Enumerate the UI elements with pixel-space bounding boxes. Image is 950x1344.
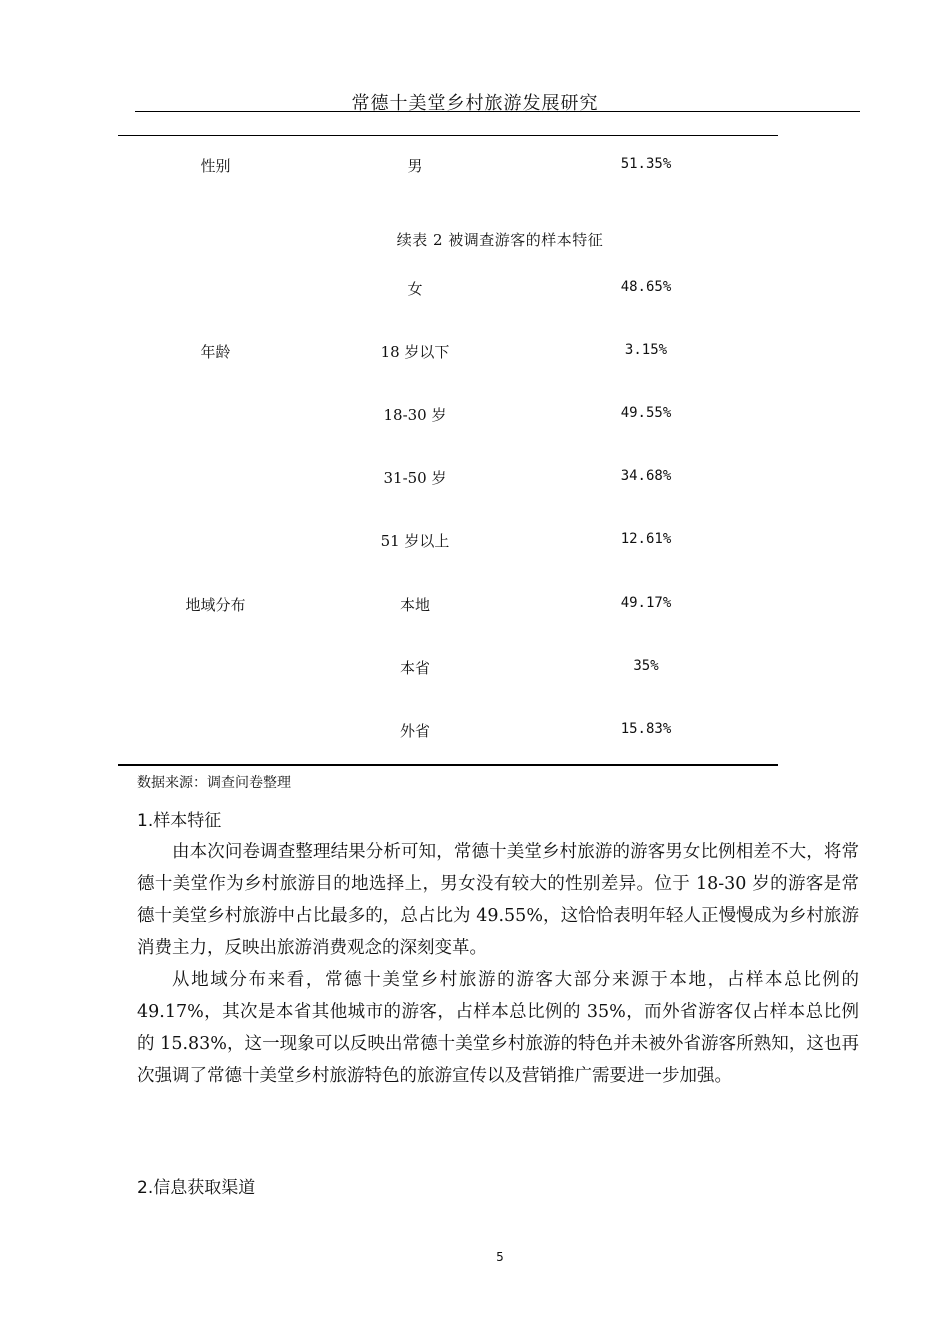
table-item: 女: [407, 280, 423, 298]
table-item: 51 岁以上: [380, 532, 450, 550]
table-value: 15.83%: [620, 721, 672, 737]
section-heading-sample-features: 1.样本特征: [137, 811, 222, 831]
table-value: 49.55%: [620, 405, 672, 421]
table-item: 18-30 岁: [383, 406, 447, 424]
table-source-note: 数据来源：调查问卷整理: [137, 775, 291, 791]
table-category-age: 年龄: [200, 343, 231, 361]
table-item: 男: [407, 157, 423, 175]
table-item: 外省: [399, 722, 430, 740]
table-value: 35%: [633, 658, 659, 674]
table-item: 18 岁以下: [380, 343, 450, 361]
page-number: 5: [496, 1250, 504, 1264]
table-item: 本地: [399, 596, 430, 614]
running-header-title: 常德十美堂乡村旅游发展研究: [351, 93, 599, 114]
table-value: 48.65%: [620, 279, 672, 295]
table-item: 本省: [399, 659, 430, 677]
body-paragraph: 从地域分布来看，常德十美堂乡村旅游的游客大部分来源于本地，占样本总比例的 49.17%，其次是本省其他城市的游客，占样本总比例的 35%，而外省游客仅占样本总比例的 15.83%，这一现象可以反映出常德十美堂乡村旅游的特色并未被外省游客所熟知，这也再次强调了常德十美堂乡村旅游特色的旅游宣传以及营销推广需要进一步加强。: [137, 970, 859, 1086]
table-value: 51.35%: [620, 156, 672, 172]
table-bottom-rule: [118, 764, 778, 766]
table-category-region: 地域分布: [185, 596, 246, 614]
table-item: 31-50 岁: [383, 469, 447, 487]
table-value: 3.15%: [624, 342, 668, 358]
table-top-rule: [118, 135, 778, 136]
header-rule: [135, 111, 860, 112]
table-category-gender: 性别: [200, 157, 231, 175]
section-heading-info-channels: 2.信息获取渠道: [137, 1178, 256, 1198]
table-value: 49.17%: [620, 595, 672, 611]
body-paragraph: 由本次问卷调查整理结果分析可知，常德十美堂乡村旅游的游客男女比例相差不大，将常德十美堂作为乡村旅游目的地选择上，男女没有较大的性别差异。位于 18-30 岁的游客是常德十美堂乡村旅游中占比最多的，总占比为 49.55%，这恰恰表明年轻人正慢慢成为乡村旅游消费主力，反映出旅游消费观念的深刻变革。: [137, 842, 859, 958]
table-caption: 续表 2 被调查游客的样本特征: [396, 231, 604, 249]
table-value: 12.61%: [620, 531, 672, 547]
table-value: 34.68%: [620, 468, 672, 484]
